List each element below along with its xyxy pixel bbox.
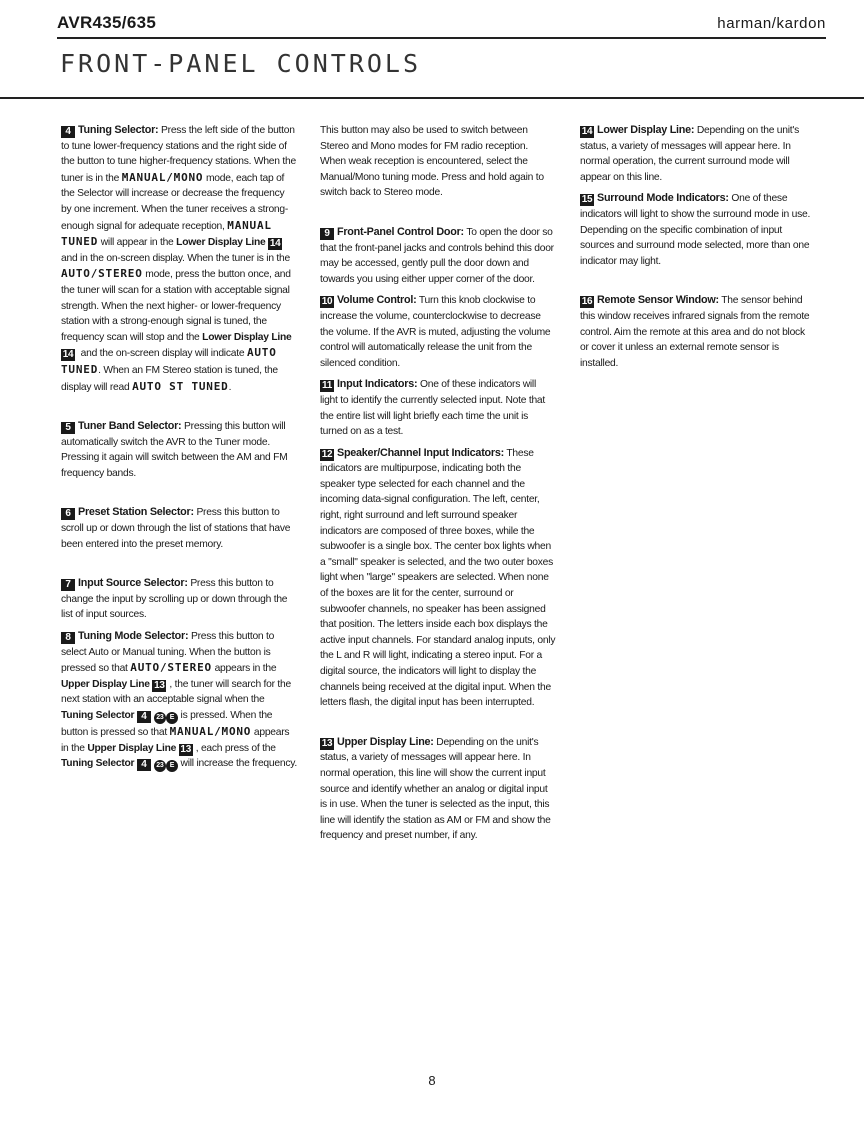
cross-reference: Lower Display Line xyxy=(176,237,266,249)
section-speaker-channel-indicators xyxy=(320,446,556,711)
section-tuning-mode-selector xyxy=(61,629,297,772)
callout-number: 11 xyxy=(321,380,333,392)
body-text: . xyxy=(228,381,232,393)
body-text: mode, press the button once, and the tuner will scan for a station with acceptable signal strength. When the next higher- or lower-frequency station with a strong-enough signal is tuned, the frequency scan will stop and the xyxy=(61,269,291,343)
section-surround-mode-indicators xyxy=(580,191,816,269)
callout-number: 4 xyxy=(137,759,151,771)
section-heading: Tuning Selector: xyxy=(78,124,159,136)
callout-number: 13 xyxy=(180,743,192,755)
body-text: One of these indicators will light to show the surround mode in use. Depending on the specific combination of input sources and surround mode selected, more than one indicator may light. xyxy=(580,193,811,267)
callout-number: 8 xyxy=(61,632,75,644)
body-text: Depending on the unit's status, a variety of messages will appear here. In normal operation, this line will show the current input source and identify whether an analog or digital input is in use. When the tuner is selected as the input, this line will identify the station as AM or FM and show the frequency and preset number, if any. xyxy=(320,736,551,842)
section-heading: Volume Control: xyxy=(337,294,417,307)
body-text: mode, each tap of the Selector will increase or decrease the frequency by one increment. When the tuner receives a strong-enough signal for adequate reception, xyxy=(61,172,289,232)
cross-reference: Tuning Selector xyxy=(61,758,135,770)
display-message: AUTO ST TUNED xyxy=(132,379,229,393)
callout-number: 13 xyxy=(321,737,333,749)
body-text: and the on-screen display will indicate xyxy=(80,348,245,360)
section-heading: Input Source Selector: xyxy=(78,577,188,590)
section-input-source-selector xyxy=(61,576,297,623)
callout-number: 4 xyxy=(61,126,75,138)
page-title: FRONT-PANEL CONTROLS xyxy=(60,49,422,78)
section-volume-control xyxy=(320,293,556,371)
display-message: AUTO TUNED xyxy=(61,346,277,376)
body-text: and in the on-screen display. When the tuner is in the xyxy=(61,252,290,264)
body-text: is pressed. When the button is pressed so that xyxy=(61,710,273,738)
section-upper-display-line xyxy=(320,735,556,844)
brand-logo: harman/kardon xyxy=(717,15,826,32)
body-text: Press the left side of the button to tune lower-frequency stations and the right side of the button to tune higher-frequency stations. When the tuner is in the xyxy=(61,125,296,184)
body-text: , the tuner will search for the next station with an acceptable signal when the xyxy=(61,678,291,706)
remote-callout-letter: E xyxy=(166,760,178,772)
body-text: Press this button to scroll up or down through the list of stations that have been entered into the preset memory. xyxy=(61,507,291,550)
display-message: MANUAL TUNED xyxy=(61,218,272,249)
remote-callout-letter: E xyxy=(166,712,178,724)
body-text: appears in the xyxy=(61,727,290,754)
remote-callout-number: 23 xyxy=(154,712,166,724)
header-rule xyxy=(57,37,826,39)
title-rule xyxy=(0,97,864,99)
section-heading: Front-Panel Control Door: xyxy=(337,225,464,238)
callout-number: 6 xyxy=(61,508,75,520)
callout-number: 5 xyxy=(61,422,75,434)
callout-number: 14 xyxy=(269,238,281,250)
callout-number: 10 xyxy=(321,296,333,308)
body-text: To open the door so that the front-panel jacks and controls behind this door may be accessed, gently pull the door down and towards you using either upper corner of the door. xyxy=(320,226,554,285)
body-text: Turn this knob clockwise to increase the volume, counterclockwise to decrease the volume. If the AVR is muted, adjusting the volume control will automatically release the unit from the silenced condition. xyxy=(320,295,551,369)
body-text: This button may also be used to switch between Stereo and Mono modes for FM radio reception. When weak reception is encountered, select the Manual/Mono tuning mode. Press and hold again to switch back to Stereo mode. xyxy=(320,125,544,199)
section-lower-display-line xyxy=(580,123,816,185)
callout-number: 14 xyxy=(62,349,74,361)
callout-number: 7 xyxy=(61,579,75,591)
callout-number: 12 xyxy=(321,448,333,460)
callout-number: 9 xyxy=(320,228,334,240)
cross-reference: Upper Display Line xyxy=(87,742,177,754)
body-text: will increase the frequency. xyxy=(180,758,297,770)
section-heading: Preset Station Selector: xyxy=(78,506,194,519)
model-name: AVR435/635 xyxy=(57,13,157,32)
cross-reference: Tuning Selector xyxy=(61,710,135,721)
page-number: 8 xyxy=(428,1073,436,1088)
body-text: will appear in the xyxy=(100,237,174,249)
callout-number: 15 xyxy=(581,194,593,206)
section-heading: Tuner Band Selector: xyxy=(78,420,182,433)
body-text: These indicators are multipurpose, indicating both the speaker type selected for each channel and the incoming data-signal configuration. The left, center, right, right surround and left surround speaker indicators are composed of three boxes, while the subwoofer is a single box. The center box lights when a "small" speaker is selected, and the two outer boxes light when "large" speakers are selected. When none of the boxes are lit for the center, surround or subwoofer channels, no speaker has been assigned that position. xyxy=(320,447,554,631)
display-message: MANUAL/MONO xyxy=(121,170,204,184)
section-tuner-band-selector xyxy=(61,419,297,481)
callout-number: 13 xyxy=(154,679,165,691)
body-text: Press this button to change the input by scrolling up or down through the list of input sources. xyxy=(61,578,288,621)
body-text: The letters inside each box displays the active input channels. For standard analog inputs, only the L and R will light, indicating a stereo input. For a digital source, the indicators will light to display the channels being received at the digital input. When the letters flash, the digital input has been interrupted. xyxy=(320,619,556,709)
display-message: AUTO/STEREO xyxy=(130,661,212,675)
body-text: Press this button to select Auto or Manual tuning. When the button is pressed so that xyxy=(61,631,275,675)
section-heading: Tuning Mode Selector: xyxy=(78,630,189,643)
column-3 xyxy=(580,123,816,371)
body-text: The sensor behind this window receives infrared signals from the remote control. Aim the remote at this area and do not block or cover it unless an external remote sensor is installed. xyxy=(580,295,810,369)
callout-number: 14 xyxy=(581,126,593,137)
section-tuning-mode-continued xyxy=(320,123,556,201)
body-text: , each press of the xyxy=(195,742,276,754)
section-heading: Surround Mode Indicators: xyxy=(597,192,729,205)
body-text: Depending on the unit's status, a variety of messages will appear here. In normal operation, the current surround mode will appear on this line. xyxy=(580,125,800,183)
display-message: MANUAL/MONO xyxy=(169,725,252,738)
section-heading: Remote Sensor Window: xyxy=(597,294,719,307)
body-text: . When an FM Stereo station is tuned, the display will read xyxy=(61,364,278,393)
section-tuning-selector xyxy=(61,123,297,395)
column-1 xyxy=(61,123,297,772)
callout-number: 4 xyxy=(137,711,151,723)
remote-callout-number: 23 xyxy=(154,760,166,772)
section-heading: Lower Display Line: xyxy=(597,124,695,136)
section-heading: Upper Display Line: xyxy=(337,735,434,748)
cross-reference: Lower Display Line xyxy=(202,331,292,343)
callout-number: 16 xyxy=(581,296,593,308)
column-2 xyxy=(320,123,556,844)
display-message: AUTO/STEREO xyxy=(61,267,143,281)
body-text: appears in the xyxy=(214,663,277,675)
section-preset-station-selector xyxy=(61,505,297,552)
section-front-panel-door xyxy=(320,225,556,287)
section-remote-sensor-window xyxy=(580,293,816,371)
section-heading: Input Indicators: xyxy=(337,378,418,391)
section-heading: Speaker/Channel Input Indicators: xyxy=(337,446,504,459)
body-text: One of these indicators will light to identify the currently selected input. Note that the entire list will light briefly each time the unit is turned on as a test. xyxy=(320,379,546,438)
section-input-indicators xyxy=(320,377,556,439)
body-text: Pressing this button will automatically switch the AVR to the Tuner mode. Pressing it again will switch between the AM and FM frequency bands. xyxy=(61,421,288,479)
cross-reference: Upper Display Line xyxy=(61,678,150,690)
